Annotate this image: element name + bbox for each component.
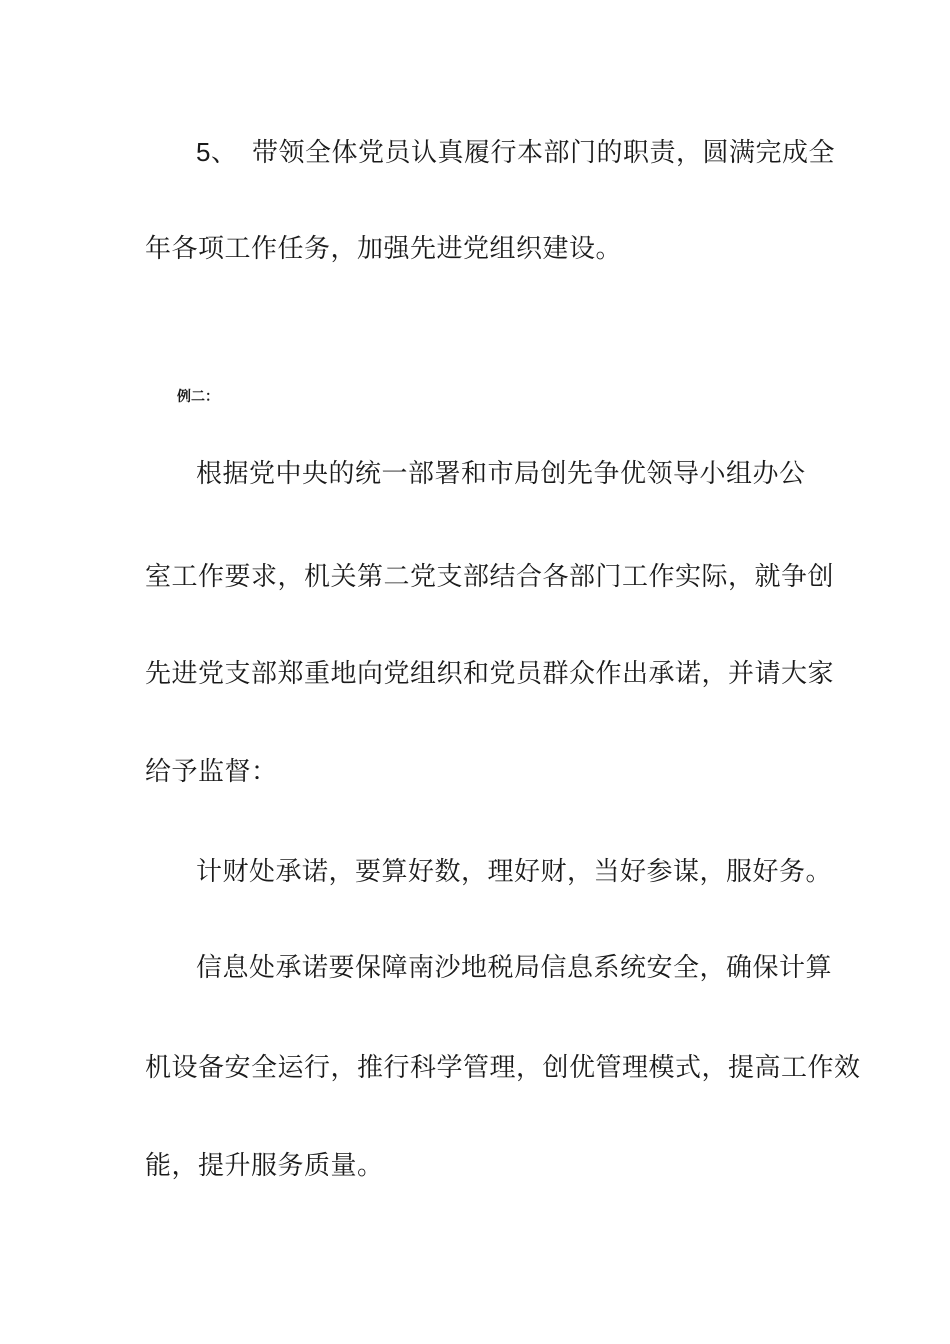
paragraph-1-line-3: 先进党支部郑重地向党组织和党员群众作出承诺，并请大家 [145, 659, 835, 689]
item-5-line-1 [196, 136, 836, 169]
paragraph-1-line-2: 室工作要求，机关第二党支部结合各部门工作实际，就争创 [145, 562, 835, 592]
item-number: 5、 [196, 137, 238, 167]
paragraph-3-line-2: 机设备安全运行，推行科学管理，创优管理模式，提高工作效 [145, 1053, 861, 1083]
example-label: 例二： [177, 389, 219, 405]
paragraph-3-line-1: 信息处承诺要保障南沙地税局信息系统安全，确保计算 [196, 953, 833, 983]
item-5-line-2: 年各项工作任务，加强先进党组织建设。 [145, 234, 623, 264]
paragraph-2-line-1: 计财处承诺，要算好数，理好财，当好参谋，服好务。 [196, 857, 833, 887]
paragraph-3-line-3: 能，提升服务质量。 [145, 1151, 384, 1181]
item-5-text: 带领全体党员认真履行本部门的职责，圆满完成全 [252, 138, 836, 168]
paragraph-1-line-4: 给予监督： [145, 757, 278, 787]
paragraph-1-line-1: 根据党中央的统一部署和市局创先争优领导小组办公 [196, 459, 806, 489]
